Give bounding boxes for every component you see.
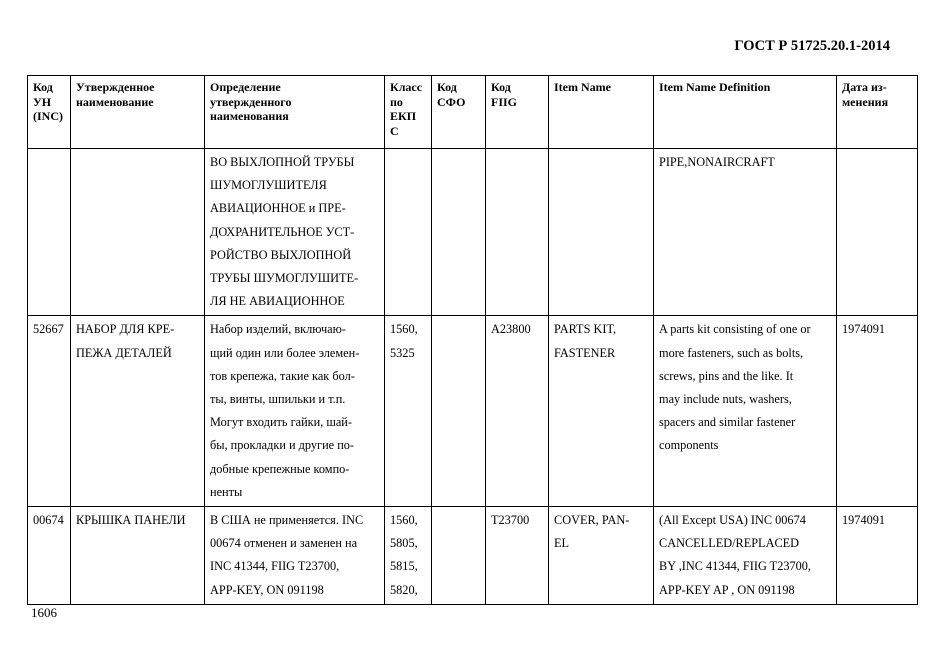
cell-line: менения — [842, 94, 889, 109]
cell-line: Могут входить гайки, шай- — [210, 415, 352, 430]
cell-line: Утвержденное — [76, 80, 155, 94]
cell-line: тов крепежа, такие как бол- — [210, 368, 355, 383]
cell-line: A23800 — [491, 322, 531, 337]
cell-line: FASTENER — [554, 345, 616, 360]
cell-line: CANCELLED/REPLACED — [659, 536, 800, 551]
cell-line: ЕКП — [390, 109, 417, 123]
cell-item-name — [549, 507, 654, 605]
cell-line: PIPE,NONAIRCRAFT — [659, 155, 775, 169]
cell-line: EL — [554, 536, 570, 551]
header-item-name — [549, 76, 654, 149]
cell-change-date — [837, 507, 918, 605]
header-sfo-code — [432, 76, 486, 149]
cell-ekps-class — [385, 149, 432, 316]
cell-line: НАБОР ДЛЯ КРЕ- — [76, 322, 175, 337]
cell-line: (INC) — [33, 109, 63, 123]
cell-line: 1974091 — [842, 513, 886, 528]
cell-line: Item Name — [554, 80, 611, 94]
cell-line: КРЫШКА ПАНЕЛИ — [76, 513, 186, 528]
cell-line: Код — [437, 80, 457, 94]
cell-item-name-definition — [654, 507, 837, 605]
header-fiig-code — [486, 76, 549, 149]
cell-sfo-code — [432, 316, 486, 507]
cell-line: В США не применяется. INC — [210, 513, 364, 528]
cell-inc-code — [28, 149, 71, 316]
cell-line: добные крепежные компо- — [210, 461, 350, 476]
cell-fiig-code — [486, 316, 549, 507]
document-standard-header: ГОСТ Р 51725.20.1-2014 — [734, 38, 890, 54]
cell-line: spacers and similar fastener — [659, 415, 796, 430]
cell-change-date — [837, 316, 918, 507]
cell-approved-name — [71, 507, 205, 605]
cell-line: 5805, — [390, 536, 418, 551]
cell-line: бы, прокладки и другие по- — [210, 438, 355, 453]
cell-item-name — [549, 316, 654, 507]
header-item-name-definition — [654, 76, 837, 149]
cell-line: may include nuts, washers, — [659, 392, 792, 407]
cell-line: FIIG — [491, 94, 518, 109]
cell-line: Класс — [390, 80, 423, 94]
cell-line: щий один или более элемен- — [210, 345, 360, 360]
page-number: 1606 — [31, 605, 57, 620]
cell-line: ВО ВЫХЛОПНОЙ ТРУБЫ — [210, 155, 355, 169]
cell-line: 52667 — [33, 322, 64, 337]
cell-line: Код — [491, 80, 511, 94]
cell-line: 5325 — [390, 345, 415, 360]
cell-line: ТРУБЫ ШУМОГЛУШИТЕ- — [210, 271, 359, 286]
cell-ekps-class — [385, 507, 432, 605]
cell-line: more fasteners, such as bolts, — [659, 345, 804, 360]
cell-line: screws, pins and the like. It — [659, 368, 794, 383]
table-row — [28, 316, 918, 507]
cell-line: ты, винты, шпильки и т.п. — [210, 392, 346, 407]
cell-approved-name — [71, 316, 205, 507]
cell-approved-name — [71, 149, 205, 316]
cell-line: ШУМОГЛУШИТЕЛЯ — [210, 178, 327, 193]
cell-fiig-code — [486, 507, 549, 605]
header-name-definition — [205, 76, 385, 149]
cell-line: 00674 — [33, 513, 64, 528]
cell-line: по — [390, 94, 403, 109]
cell-inc-code — [28, 316, 71, 507]
nomenclature-table — [27, 75, 918, 605]
header-approved-name — [71, 76, 205, 149]
cell-line: наименование — [76, 94, 154, 109]
cell-line: Item Name Definition — [659, 80, 771, 94]
cell-line: 1560, — [390, 513, 418, 528]
cell-name-definition — [205, 507, 385, 605]
cell-line: Дата из- — [842, 80, 887, 94]
cell-line: ненты — [210, 484, 243, 499]
cell-sfo-code — [432, 507, 486, 605]
cell-line: A parts kit consisting of one or — [659, 322, 811, 337]
cell-line: 1560, — [390, 322, 418, 337]
cell-line: УН — [33, 94, 52, 109]
cell-inc-code — [28, 507, 71, 605]
cell-line: Код — [33, 80, 53, 94]
cell-line: APP-KEY AP , ON 091198 — [659, 582, 795, 597]
cell-line: ЛЯ НЕ АВИАЦИОННОЕ — [210, 294, 345, 309]
cell-line: наименования — [210, 109, 289, 123]
cell-line: (All Except USA) INC 00674 — [659, 513, 806, 528]
cell-line: 00674 отменен и заменен на — [210, 536, 358, 551]
cell-line: APP-KEY, ON 091198 — [210, 582, 324, 597]
table-header-row — [28, 76, 918, 149]
cell-line: components — [659, 438, 719, 453]
cell-item-name-definition — [654, 149, 837, 316]
cell-line: INC 41344, FIIG T23700, — [210, 559, 340, 574]
cell-change-date — [837, 149, 918, 316]
cell-line: СФО — [437, 94, 466, 109]
cell-name-definition — [205, 149, 385, 316]
cell-ekps-class — [385, 316, 432, 507]
cell-line: PARTS KIT, — [554, 322, 617, 337]
cell-line: Определение — [210, 80, 281, 94]
cell-line: АВИАЦИОННОЕ и ПРЕ- — [210, 201, 346, 216]
cell-line: 5820, — [390, 582, 418, 597]
table-row — [28, 507, 918, 605]
cell-item-name-definition — [654, 316, 837, 507]
cell-line: 5815, — [390, 559, 418, 574]
cell-line: РОЙСТВО ВЫХЛОПНОЙ — [210, 247, 352, 262]
cell-item-name — [549, 149, 654, 316]
header-inc-code — [28, 76, 71, 149]
cell-line: ПЕЖА ДЕТАЛЕЙ — [76, 345, 172, 360]
cell-line: 1974091 — [842, 322, 886, 337]
cell-line: ДОХРАНИТЕЛЬНОЕ УСТ- — [210, 224, 355, 239]
cell-line: утвержденного — [210, 94, 292, 109]
cell-line: T23700 — [491, 513, 530, 528]
cell-line: Набор изделий, включаю- — [210, 322, 346, 337]
header-ekps-class — [385, 76, 432, 149]
header-change-date — [837, 76, 918, 149]
cell-fiig-code — [486, 149, 549, 316]
cell-name-definition — [205, 316, 385, 507]
cell-line: BY ,INC 41344, FIIG T23700, — [659, 559, 812, 574]
cell-sfo-code — [432, 149, 486, 316]
cell-line: COVER, PAN- — [554, 513, 630, 528]
table-row — [28, 149, 918, 316]
cell-line: С — [390, 123, 399, 138]
